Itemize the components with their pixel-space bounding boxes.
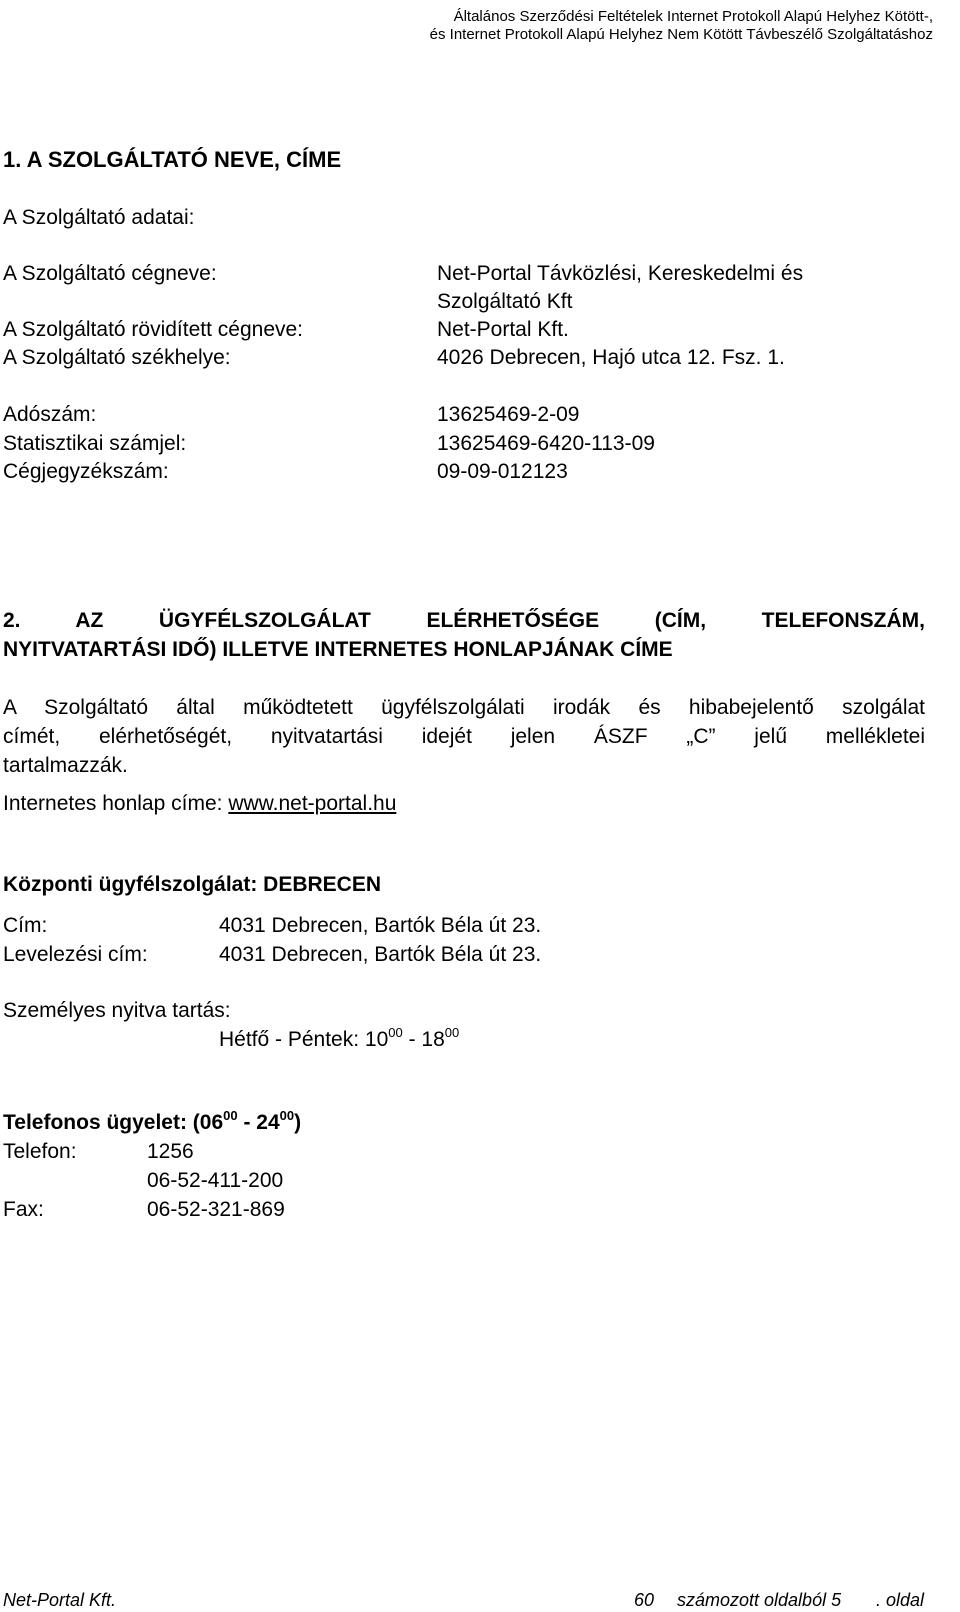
statistical-number-value: 13625469-6420-113-09: [437, 432, 655, 455]
registry-number-value: 09-09-012123: [437, 460, 568, 483]
tax-number-value: 13625469-2-09: [437, 403, 580, 426]
telephone-value-2: 06-52-411-200: [147, 1169, 284, 1192]
mailing-address-value: 4031 Debrecen, Bartók Béla út 23.: [219, 943, 542, 966]
telephone-label: Telefon:: [3, 1140, 77, 1163]
phone-duty-from-minutes: 00: [223, 1108, 238, 1123]
service-paragraph-line-2: címét, elérhetőségét, nyitvatartási idejét jelen ÁSZF „C” jelű mellékletei: [3, 725, 925, 748]
opening-hours-from-minutes: 00: [388, 1025, 403, 1040]
website-line: [3, 792, 396, 816]
company-name-value-line-1: Net-Portal Távközlési, Kereskedelmi és: [437, 262, 804, 285]
header-line-1: Általános Szerződési Feltételek Internet Protokoll Alapú Helyhez Kötött-,: [453, 8, 933, 25]
opening-hours-days: Hétfő - Péntek: 10: [219, 1028, 389, 1051]
footer-company: Net-Portal Kft.: [3, 1590, 117, 1610]
company-name-label: A Szolgáltató cégneve:: [3, 262, 217, 285]
header-line-2: és Internet Protokoll Alapú Helyhez Nem Kötött Távbeszélő Szolgáltatáshoz: [429, 26, 933, 43]
website-link[interactable]: www.net-portal.hu: [228, 792, 397, 815]
provider-data-intro: A Szolgáltató adatai:: [3, 206, 195, 229]
company-name-value-line-2: Szolgáltató Kft: [437, 290, 573, 313]
telephone-value-1: 1256: [147, 1140, 194, 1163]
website-label: Internetes honlap címe:: [3, 792, 229, 815]
service-paragraph-line-3: tartalmazzák.: [3, 754, 128, 777]
opening-hours-label: Személyes nyitva tartás:: [3, 999, 231, 1022]
address-label: Cím:: [3, 914, 48, 937]
document-header: [430, 8, 933, 44]
section-1-title: 1. A SZOLGÁLTATÓ NEVE, CÍME: [3, 147, 342, 172]
mailing-address-label: Levelezési cím:: [3, 943, 148, 966]
registry-number-label: Cégjegyzékszám:: [3, 460, 169, 483]
phone-duty-title-b: - 24: [237, 1111, 280, 1134]
phone-duty-title-a: Telefonos ügyelet: (06: [3, 1111, 224, 1134]
opening-hours-to-minutes: 00: [444, 1025, 460, 1040]
opening-hours-value: [219, 1025, 460, 1052]
seat-value: 4026 Debrecen, Hajó utca 12. Fsz. 1.: [437, 346, 785, 369]
section-2-title-line-2: NYITVATARTÁSI IDŐ) ILLETVE INTERNETES HONLAPJÁNAK CÍME: [3, 638, 673, 661]
fax-label: Fax:: [3, 1198, 44, 1221]
fax-value: 06-52-321-869: [147, 1198, 285, 1221]
phone-duty-to-minutes: 00: [279, 1108, 295, 1123]
address-value: 4031 Debrecen, Bartók Béla út 23.: [219, 914, 542, 937]
seat-label: A Szolgáltató székhelye:: [3, 346, 231, 369]
opening-hours-separator: - 18: [402, 1028, 445, 1051]
footer-page-text: számozott oldalból 5: [677, 1590, 842, 1610]
central-service-title: Központi ügyfélszolgálat: DEBRECEN: [3, 873, 382, 896]
short-name-label: A Szolgáltató rövidített cégneve:: [3, 318, 304, 341]
footer-page-number: 60: [634, 1590, 655, 1610]
short-name-value: Net-Portal Kft.: [437, 318, 569, 341]
phone-duty-title: [3, 1108, 302, 1135]
tax-number-label: Adószám:: [3, 403, 97, 426]
phone-duty-title-c: ): [294, 1111, 302, 1134]
footer-page-suffix: . oldal: [876, 1590, 925, 1610]
section-2-title-line-1: 2. AZ ÜGYFÉLSZOLGÁLAT ELÉRHETŐSÉGE (CÍM, TELEFONSZÁM,: [3, 609, 925, 632]
service-paragraph-line-1: A Szolgáltató által működtetett ügyfélszolgálati irodák és hibabejelentő szolgálat: [3, 696, 925, 719]
statistical-number-label: Statisztikai számjel:: [3, 432, 187, 455]
